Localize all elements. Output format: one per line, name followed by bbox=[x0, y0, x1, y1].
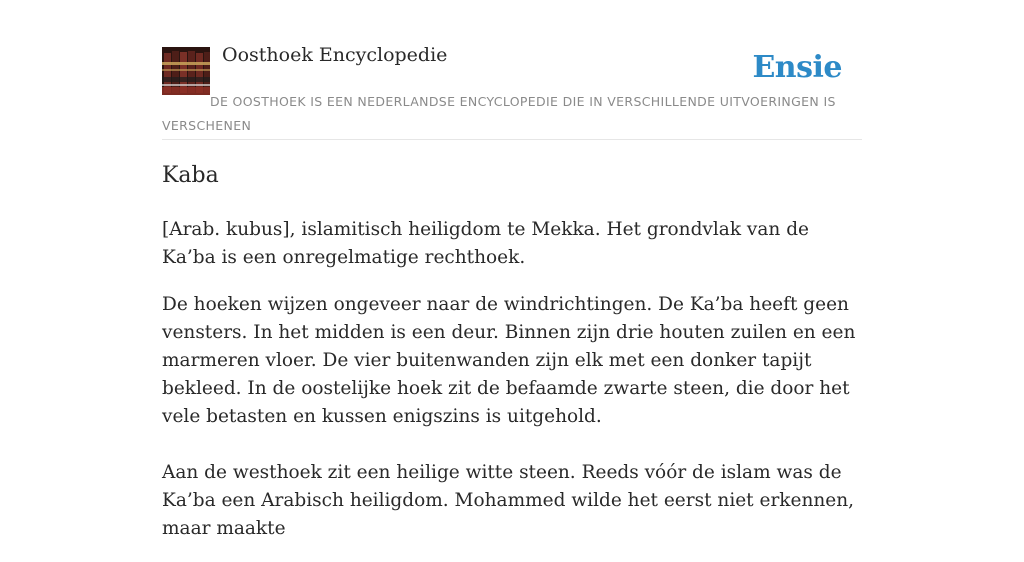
article-title: Kaba bbox=[162, 163, 219, 188]
site-tagline: DE OOSTHOEK IS EEN NEDERLANDSE ENCYCLOPEDIE DIE IN VERSCHILLENDE UITVOERINGEN IS VERSCHENEN bbox=[162, 94, 836, 133]
site-name[interactable]: Oosthoek Encyclopedie bbox=[222, 44, 448, 66]
site-header bbox=[162, 0, 862, 140]
avatar[interactable] bbox=[162, 47, 210, 95]
article-body bbox=[162, 216, 862, 562]
paragraph-spacer bbox=[162, 431, 862, 459]
article-paragraph: De hoeken wijzen ongeveer naar de windrichtingen. De Ka’ba heeft geen vensters. In het midden is een deur. Binnen zijn drie houten zuilen en een marmeren vloer. De vier buitenwanden zijn elk met een donker tapijt bekleed. In de oostelijke hoek zit de befaamde zwarte steen, die door het vele betasten en kussen enigszins is uitgehold. bbox=[162, 294, 856, 427]
content-column bbox=[162, 0, 862, 539]
article-paragraph: Aan de westhoek zit een heilige witte steen. Reeds vóór de islam was de Ka’ba een Arabisch heiligdom. Mohammed wilde het eerst niet erkennen, maar maakte bbox=[162, 462, 855, 539]
brand-logo[interactable]: Ensie bbox=[752, 50, 842, 85]
article-paragraph: [Arab. kubus], islamitisch heiligdom te Mekka. Het grondvlak van de Ka’ba is een onregelmatige rechthoek. bbox=[162, 219, 809, 268]
encyclopedia-books-icon bbox=[162, 47, 210, 95]
